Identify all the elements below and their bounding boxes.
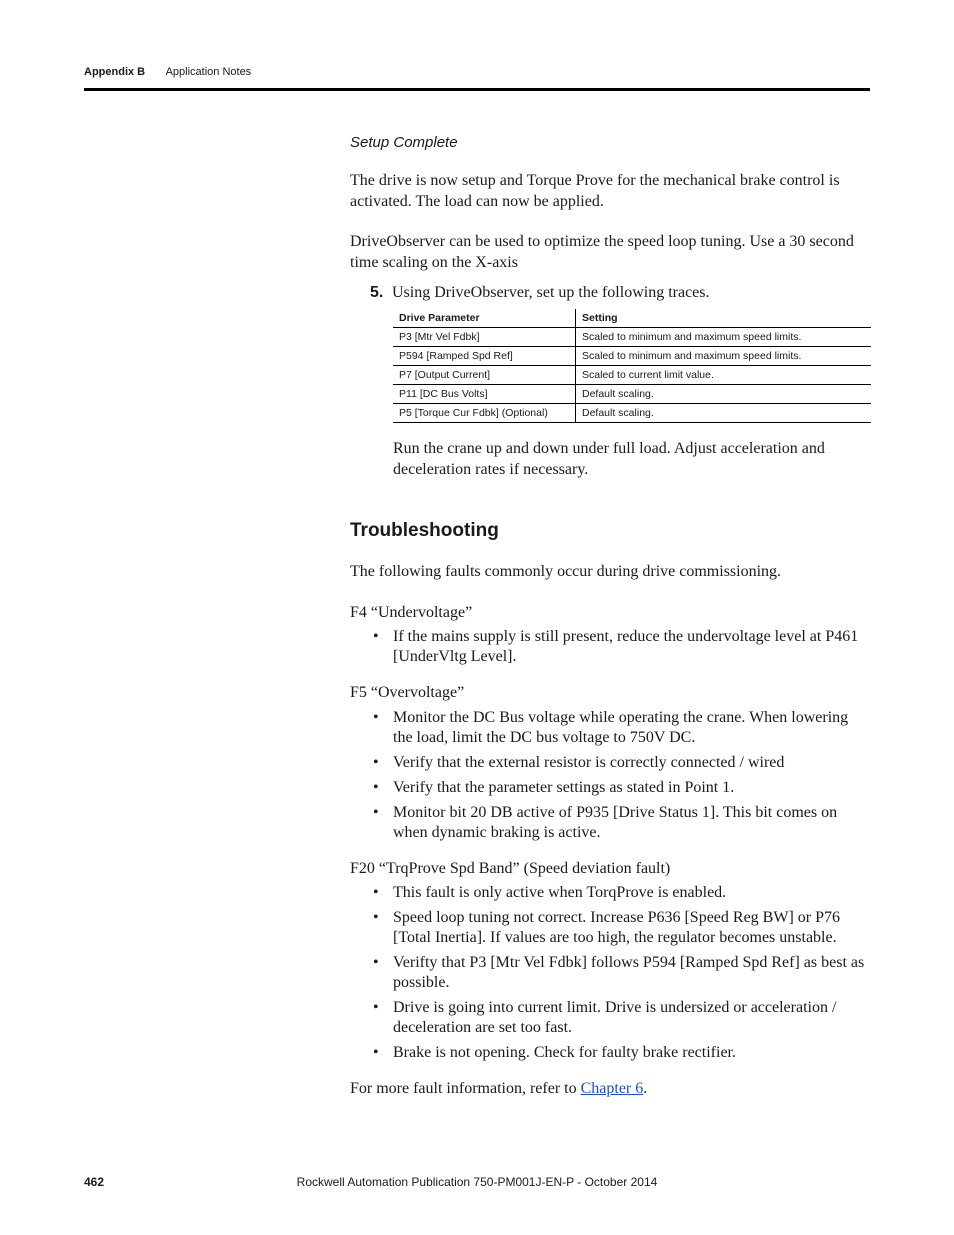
- fault-f5-title: F5 “Overvoltage”: [350, 684, 465, 701]
- list-item: • This fault is only active when TorqProve is enabled.: [350, 883, 870, 903]
- table-row: [393, 347, 871, 366]
- cell-parameter: P11 [DC Bus Volts]: [393, 385, 576, 404]
- cell-setting: Scaled to minimum and maximum speed limits.: [576, 347, 872, 366]
- traces-table: [393, 309, 871, 423]
- fault-f4-title: F4 “Undervoltage”: [350, 603, 473, 621]
- page-body: [350, 134, 870, 1100]
- cell-setting: Scaled to current limit value.: [576, 366, 872, 385]
- cell-parameter: P3 [Mtr Vel Fdbk]: [393, 328, 576, 347]
- table-row: [393, 328, 871, 347]
- cell-setting: Default scaling.: [576, 404, 872, 423]
- cell-parameter: P594 [Ramped Spd Ref]: [393, 347, 576, 366]
- table-row: [393, 385, 871, 404]
- run-text: Run the crane up and down under full load. Adjust acceleration and deceleration rates if necessary.: [393, 440, 825, 478]
- list-item: • Speed loop tuning not correct. Increase P636 [Speed Reg BW] or P76 [Total Inertia]. If values are too high, the regulator becomes unstable.: [350, 908, 870, 948]
- troubleshooting-heading: Troubleshooting: [350, 520, 499, 541]
- table-header-row: [393, 309, 871, 328]
- publication-footer: Rockwell Automation Publication 750-PM001J-EN-P - October 2014: [296, 1175, 658, 1189]
- header-title: Application Notes: [165, 66, 252, 78]
- page-number: 462: [84, 1175, 105, 1189]
- troubleshooting-intro: The following faults commonly occur during drive commissioning.: [350, 563, 782, 580]
- cell-parameter: P5 [Torque Cur Fdbk] (Optional): [393, 404, 576, 423]
- more-info-suffix: .: [643, 1080, 648, 1097]
- col-header-parameter: Drive Parameter: [393, 309, 576, 328]
- header-section: Appendix B: [84, 66, 146, 78]
- list-item: • Verifty that P3 [Mtr Vel Fdbk] follows P594 [Ramped Spd Ref] as best as possible.: [350, 953, 870, 993]
- chapter-6-link[interactable]: Chapter 6: [580, 1080, 644, 1097]
- fault-f5-list: [350, 708, 870, 843]
- list-item: • Verify that the external resistor is correctly connected / wired: [350, 753, 870, 773]
- fault-f20-title: F20 “TrqProve Spd Band” (Speed deviation fault): [350, 859, 671, 877]
- cell-setting: Default scaling.: [576, 385, 872, 404]
- table-row: [393, 404, 871, 423]
- list-item: • If the mains supply is still present, reduce the undervoltage level at P461 [UnderVltg Level].: [350, 627, 870, 667]
- step-5: [370, 283, 870, 303]
- step-text: Using DriveObserver, set up the following traces.: [392, 284, 710, 301]
- running-header: [84, 66, 251, 78]
- step-number: 5.: [370, 284, 384, 301]
- fault-f20-list: [350, 883, 870, 1063]
- list-item: • Drive is going into current limit. Drive is undersized or acceleration / deceleration are set too fast.: [350, 998, 870, 1038]
- cell-parameter: P7 [Output Current]: [393, 366, 576, 385]
- setup-heading: Setup Complete: [350, 134, 458, 151]
- fault-f4-list: [350, 627, 870, 667]
- list-item: • Brake is not opening. Check for faulty brake rectifier.: [350, 1043, 870, 1063]
- setup-para-2: DriveObserver can be used to optimize the speed loop tuning. Use a 30 second time scaling on the X-axis: [350, 233, 854, 271]
- col-header-setting: Setting: [576, 309, 872, 328]
- setup-para-1: The drive is now setup and Torque Prove for the mechanical brake control is activated. The load can now be applied.: [350, 172, 840, 210]
- list-item: • Verify that the parameter settings as stated in Point 1.: [350, 778, 870, 798]
- cell-setting: Scaled to minimum and maximum speed limits.: [576, 328, 872, 347]
- header-rule: [84, 88, 870, 91]
- more-info-prefix: For more fault information, refer to: [350, 1080, 581, 1097]
- list-item: • Monitor bit 20 DB active of P935 [Drive Status 1]. This bit comes on when dynamic braking is active.: [350, 803, 870, 843]
- list-item: • Monitor the DC Bus voltage while operating the crane. When lowering the load, limit the DC bus voltage to 750V DC.: [350, 708, 870, 748]
- more-info: [350, 1079, 870, 1100]
- table-row: [393, 366, 871, 385]
